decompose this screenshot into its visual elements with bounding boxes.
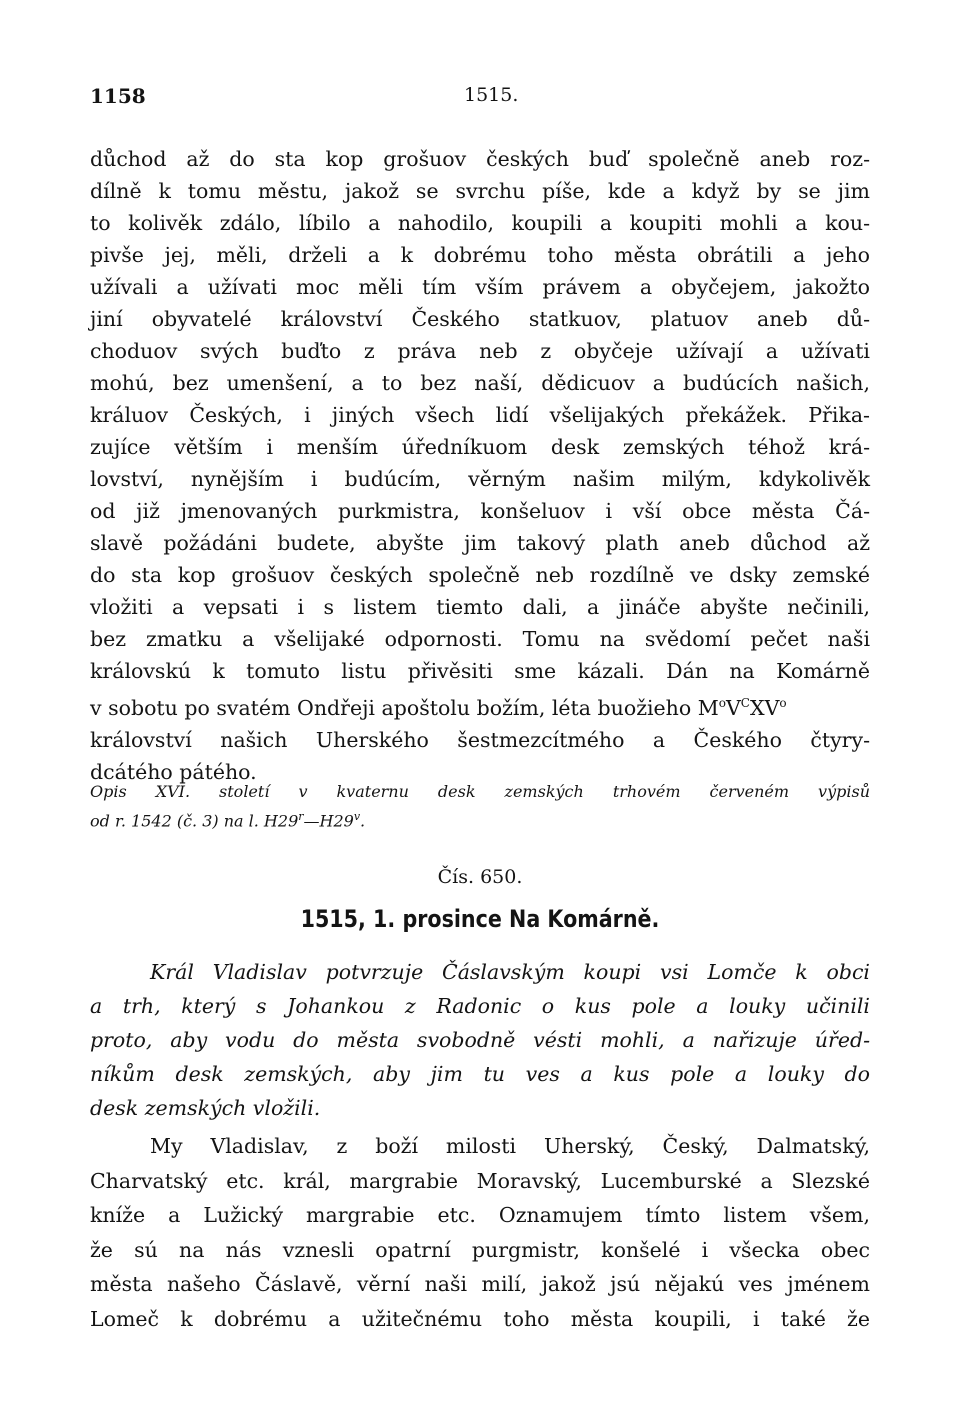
text-line: dcátého pátého. [90, 759, 257, 784]
text-line: jiní obyvatelé království Českého statkuov, platuov aneb dů- [90, 307, 870, 331]
running-year: 1515. [464, 84, 519, 106]
text-line: choduov svých buďto z práva neb z obyčeje užívají a užívati [90, 339, 870, 363]
text-line: kníže a Lužický margrabie etc. Oznamujem tímto listem všem, [90, 1203, 870, 1227]
roman-m-superscript: o [718, 696, 726, 710]
abstract-line: a trh, který s Johankou z Radonic o kus pole a louky učinili [90, 994, 870, 1018]
folio-superscript: r [298, 810, 304, 823]
text-line: od již jmenovaných purkmistra, konšeluov i vší obce města Čá- [90, 499, 870, 523]
text-line: králuov Českých, i jiných všech lidí všelijakých překážek. Přika- [90, 403, 870, 427]
document-title: 1515, 1. prosince Na Komárně. [300, 905, 660, 933]
page-header [90, 84, 870, 114]
regest-abstract [90, 955, 870, 1125]
abstract-line: níkům desk zemských, aby jim tu ves a kus pole a louky do [90, 1062, 870, 1086]
folio-end: . [360, 811, 366, 831]
roman-v-superscript: C [740, 696, 750, 710]
text-line: Charvatský etc. král, margrabie Moravský, Lucemburské a Slezské [90, 1168, 870, 1193]
text-line: že sú na nás vznesli opatrní purgmistr, konšelé i všecka obec [90, 1237, 870, 1262]
text-line: města našeho Čáslavě, věrní naši milí, jakož jsú nějakú ves jménem [90, 1272, 870, 1296]
text-line: bez zmatku a všelijaké odpornosti. Tomu na svědomí pečet naši [90, 627, 870, 651]
text-line: užívali a užívati moc měli tím vším právem a obyčejem, jakožto [90, 275, 870, 299]
text-line: do sta kop grošuov českých společně neb rozdílně ve dsky zemské [90, 563, 870, 587]
text-line: zujíce větším i menším úředníkuom desk zemských téhož krá- [90, 435, 870, 459]
page-number: 1158 [90, 84, 146, 108]
text-line: lovství, nynějším i budúcím, věrným našim milým, kdykolivěk [90, 467, 870, 491]
roman-m: M [697, 695, 719, 720]
folio-range: —H29 [303, 811, 354, 831]
text-line: důchod až do sta kop grošuov českých buď společně aneb roz- [90, 147, 870, 171]
source-note-line: Opis XVI. století v kvaternu desk zemských trhovém červeném výpisů [90, 782, 870, 801]
folio-superscript: v [353, 810, 361, 823]
abstract-line: proto, aby vodu do města svobodně vésti mohli, a nařizuje úřed- [90, 1028, 870, 1052]
text-line: království našich Uherského šestmezcítmého a Českého čtyry- [90, 727, 870, 752]
roman-v: V [725, 695, 741, 720]
text-line: to kolivěk zdálo, líbilo a nahodilo, koupili a koupiti mohli a kou- [90, 211, 870, 235]
roman-xv-superscript: o [779, 696, 787, 710]
text-line: Lomeč k dobrému a užitečnému toho města koupili, i také že [90, 1306, 870, 1331]
text-line: slavě požádáni budete, abyšte jim takový plath aneb důchod až [90, 531, 870, 555]
abstract-line: desk zemských vložili. [90, 1096, 321, 1120]
dated-line [90, 687, 870, 724]
continued-charter-text [90, 143, 870, 788]
document-number: Čís. 650. [437, 866, 523, 888]
roman-xv: XV [749, 695, 780, 720]
abstract-line: Král Vladislav potvrzuje Čáslavským koupi vsi Lomče k obci [150, 960, 870, 984]
text-line: pivše jej, měli, drželi a k dobrému toho města obrátili a jeho [90, 243, 870, 267]
text-line: vložiti a vepsati i s listem tiemto dali, a jináče abyšte nečinili, [90, 595, 870, 619]
text-line: mohú, bez umenšení, a to bez naší, dědicuov a budúcích našich, [90, 371, 870, 395]
source-note-line-2 [90, 804, 870, 833]
folio-text: od r. 1542 (č. 3) na l. H29 [90, 811, 299, 831]
dated-line-text: v sobotu po svatém Ondřeji apoštolu božím, léta buožieho [90, 695, 698, 720]
text-line: dílně k tomu městu, jakož se svrchu píše, kde a když by se jim [90, 179, 870, 203]
text-line: My Vladislav, z boží milosti Uherský, Český, Dalmatský, [150, 1134, 870, 1158]
source-note [90, 779, 870, 833]
charter-text [90, 1129, 870, 1336]
text-line: královskú k tomuto listu přivěsiti sme kázali. Dán na Komárně [90, 659, 870, 683]
